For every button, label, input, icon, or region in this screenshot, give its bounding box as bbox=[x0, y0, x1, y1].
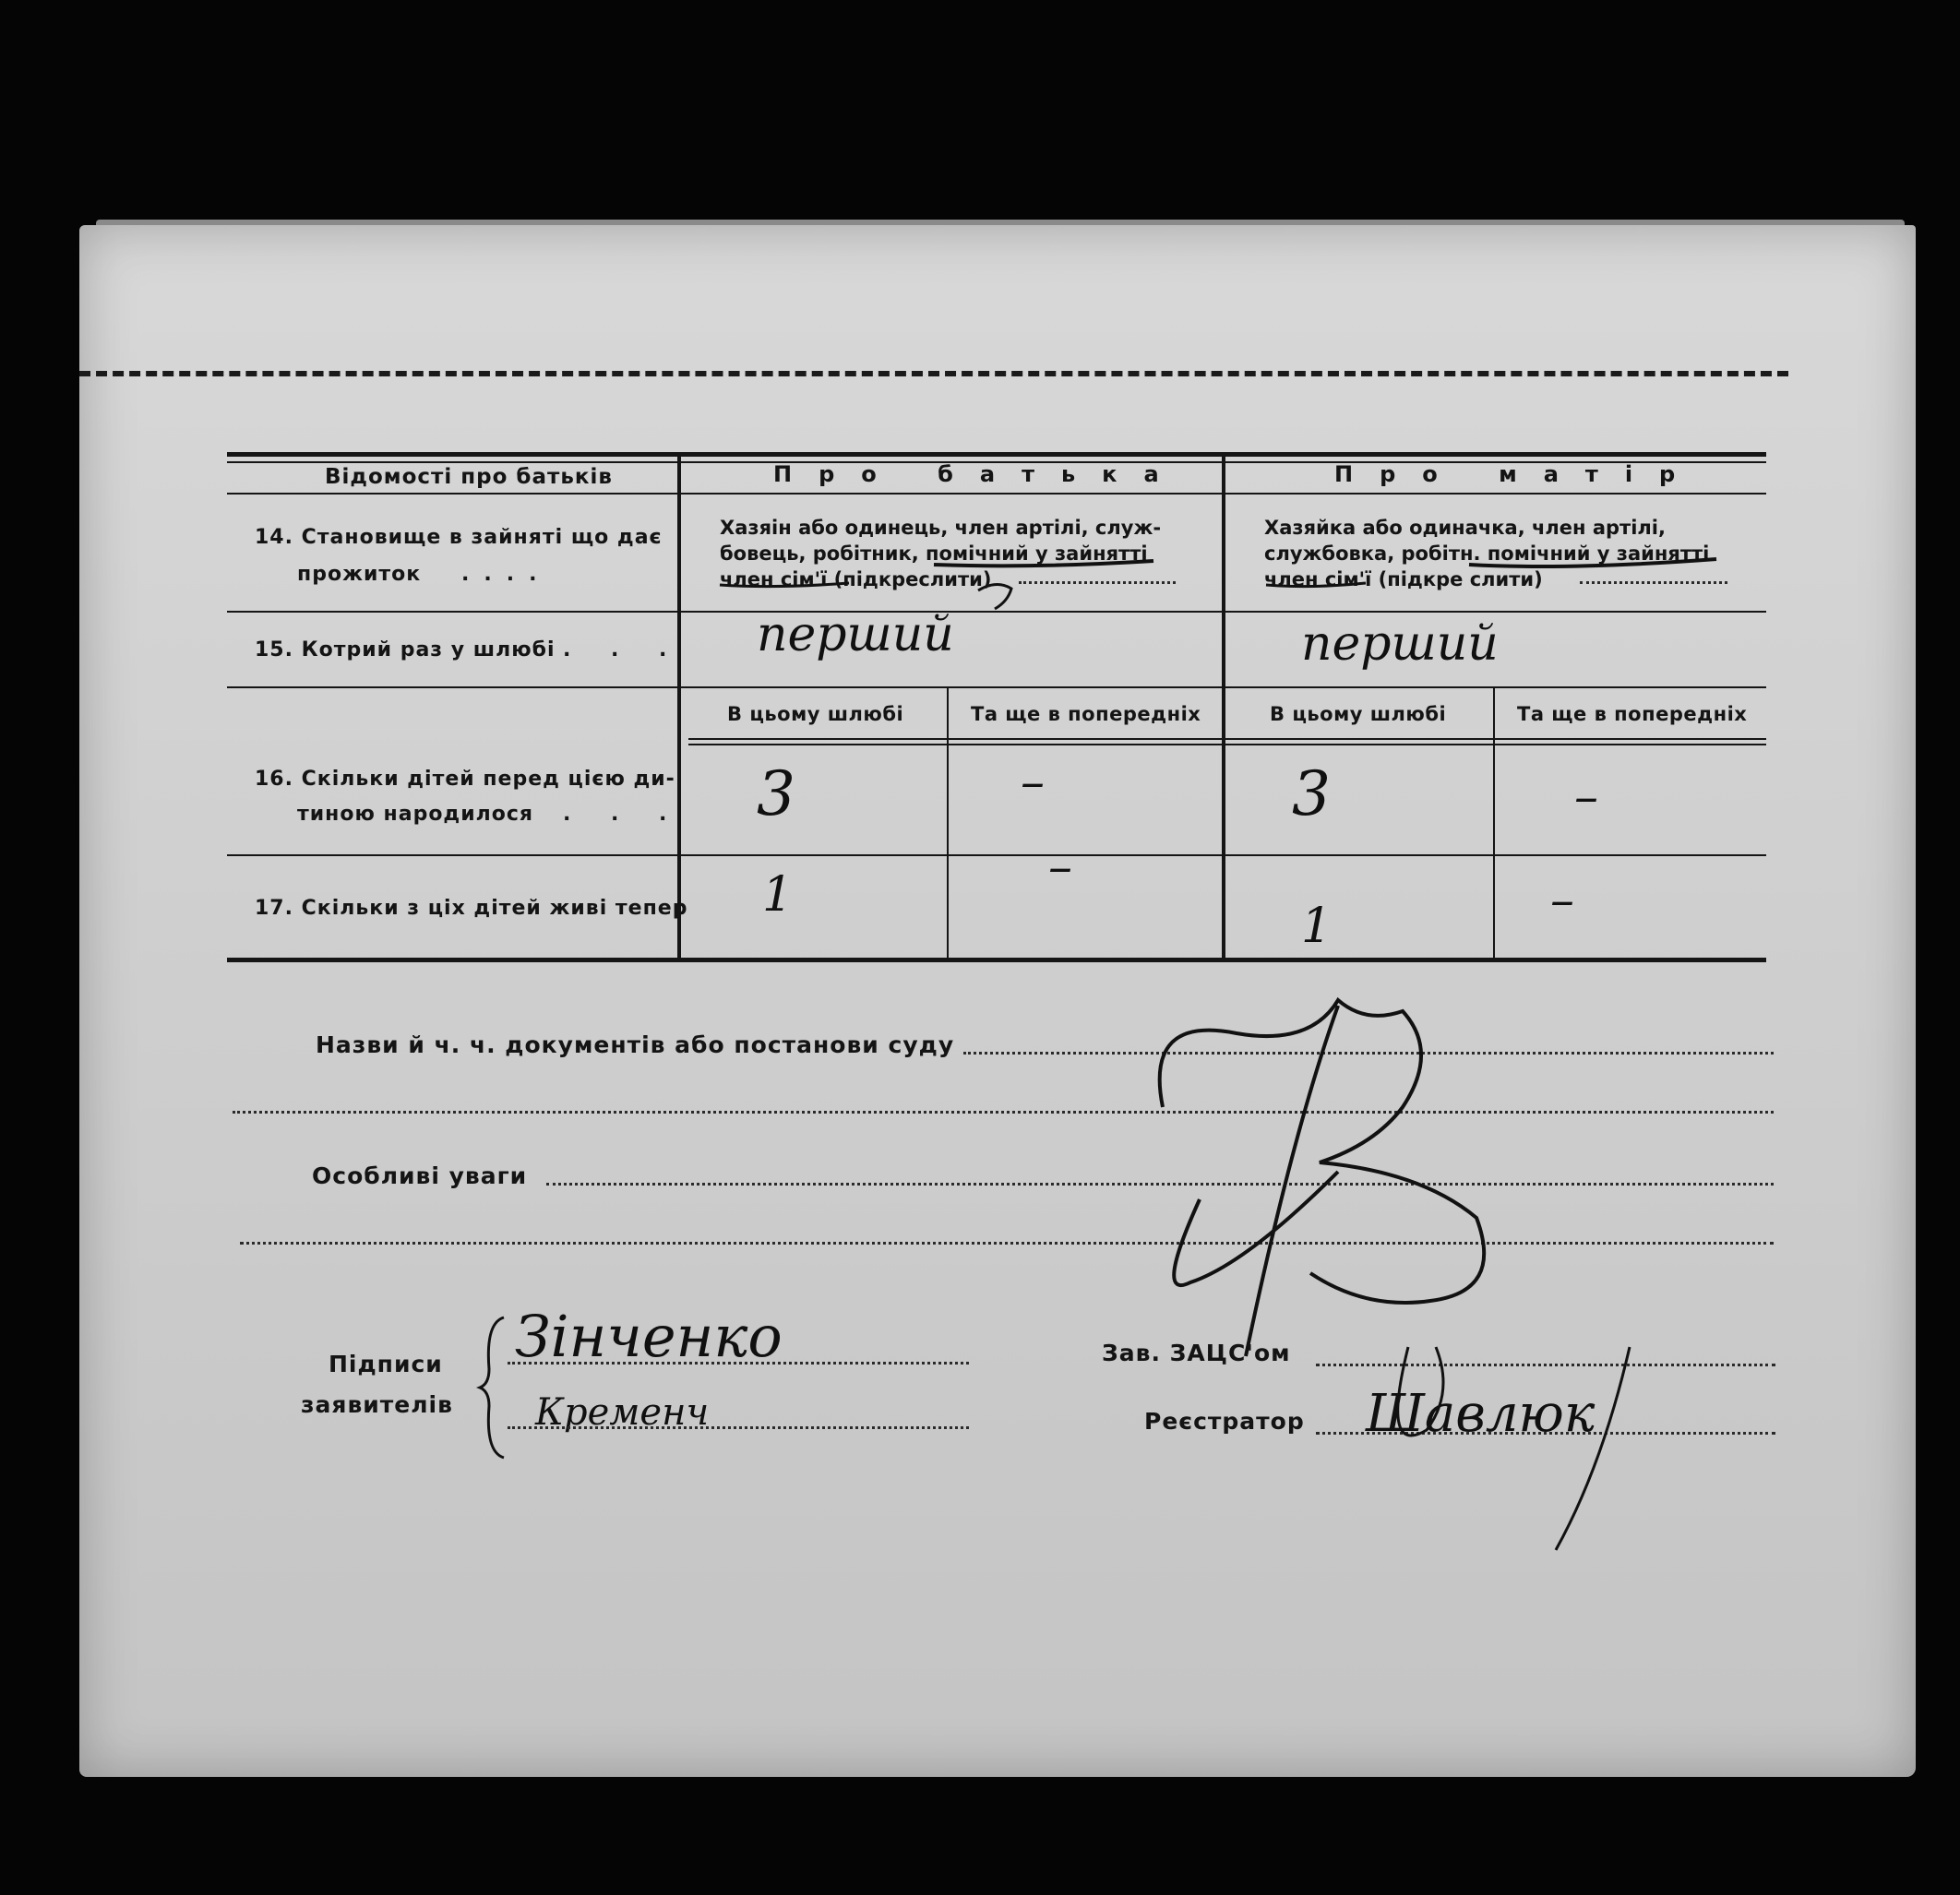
mother-children-alive-previous: – bbox=[1550, 873, 1574, 928]
subheader-mother-previous: Та ще в попередніх bbox=[1517, 703, 1748, 725]
signatures-label-cont: заявителів bbox=[301, 1391, 453, 1418]
father-occupation-line-3: член сім'ї (підкреслити) bbox=[720, 568, 992, 590]
applicant-signature-1: Зінченко bbox=[515, 1303, 783, 1370]
father-marriage-count-handwritten: перший bbox=[757, 607, 954, 662]
mother-occupation-line-3: член сім'ї (підкре слити) bbox=[1264, 568, 1543, 590]
registrar-label: Реєстратор bbox=[1144, 1408, 1305, 1435]
mother-occupation-line-1: Хазяйка або одиначка, член артілі, bbox=[1264, 517, 1666, 539]
head-of-registry-label: Зав. ЗАЦС'ом bbox=[1102, 1340, 1291, 1366]
applicant-signature-line-1 bbox=[508, 1362, 969, 1365]
mother-children-born-previous: – bbox=[1574, 769, 1598, 825]
row-16-label: 16. Скільки дітей перед цією ди- bbox=[255, 768, 675, 791]
subheader-mother-this-marriage: В цьому шлюбі bbox=[1270, 703, 1447, 725]
documents-label: Назви й ч. ч. документів або постанови суду bbox=[316, 1031, 955, 1058]
father-children-alive-this-marriage: 1 bbox=[762, 867, 794, 923]
signatures-brace bbox=[476, 1314, 513, 1461]
father-children-born-this-marriage: 3 bbox=[757, 758, 795, 829]
subheader-father-previous: Та ще в попередніх bbox=[971, 703, 1201, 725]
mother-marriage-count-handwritten: перший bbox=[1301, 616, 1499, 672]
column-header-father: Про батька bbox=[773, 461, 1186, 487]
row-14-label: 14. Становище в зайняті що дає bbox=[255, 526, 663, 549]
remarks-fill-line-2 bbox=[240, 1242, 1774, 1245]
father-children-alive-previous: – bbox=[1048, 840, 1072, 895]
column-header-parents-info: Відомості про батьків bbox=[325, 465, 613, 489]
large-z-cross-mark bbox=[1126, 987, 1513, 1375]
documents-fill-line-2 bbox=[233, 1111, 1774, 1114]
registrar-signature-flourish bbox=[1371, 1329, 1648, 1559]
row-14-leader-dots: .... bbox=[461, 563, 552, 586]
signatures-label: Підписи bbox=[329, 1351, 443, 1377]
row-17-label: 17. Скільки з ціх дітей живі тепер bbox=[255, 897, 688, 920]
applicant-signature-line-2 bbox=[508, 1426, 969, 1429]
mother-children-born-this-marriage: 3 bbox=[1292, 758, 1331, 829]
column-header-mother: Про матір bbox=[1334, 461, 1703, 487]
father-children-born-previous: – bbox=[1021, 755, 1045, 810]
row-16-leader-dots: . . . bbox=[563, 803, 684, 826]
father-occupation-line-2: бовець, робітник, помічний у зайнятті bbox=[720, 542, 1148, 565]
row-15-label: 15. Котрий раз у шлюбі bbox=[255, 638, 556, 661]
row-14-label-cont: прожиток bbox=[297, 563, 422, 586]
remarks-label: Особливі уваги bbox=[312, 1162, 528, 1189]
subheader-father-this-marriage: В цьому шлюбі bbox=[727, 703, 904, 725]
mother-occupation-line-2: службовка, робітн. помічний у зайнятті bbox=[1264, 542, 1710, 565]
row-16-label-cont: тиною народилося bbox=[297, 803, 534, 826]
registrar-signature: Шавлюк bbox=[1366, 1384, 1595, 1444]
applicant-signature-2: Кременч bbox=[535, 1391, 710, 1434]
row-15-leader-dots: . . . bbox=[563, 638, 684, 661]
mother-children-alive-this-marriage: 1 bbox=[1301, 899, 1333, 954]
father-occupation-line-1: Хазяін або одинець, член артілі, служ- bbox=[720, 517, 1162, 539]
